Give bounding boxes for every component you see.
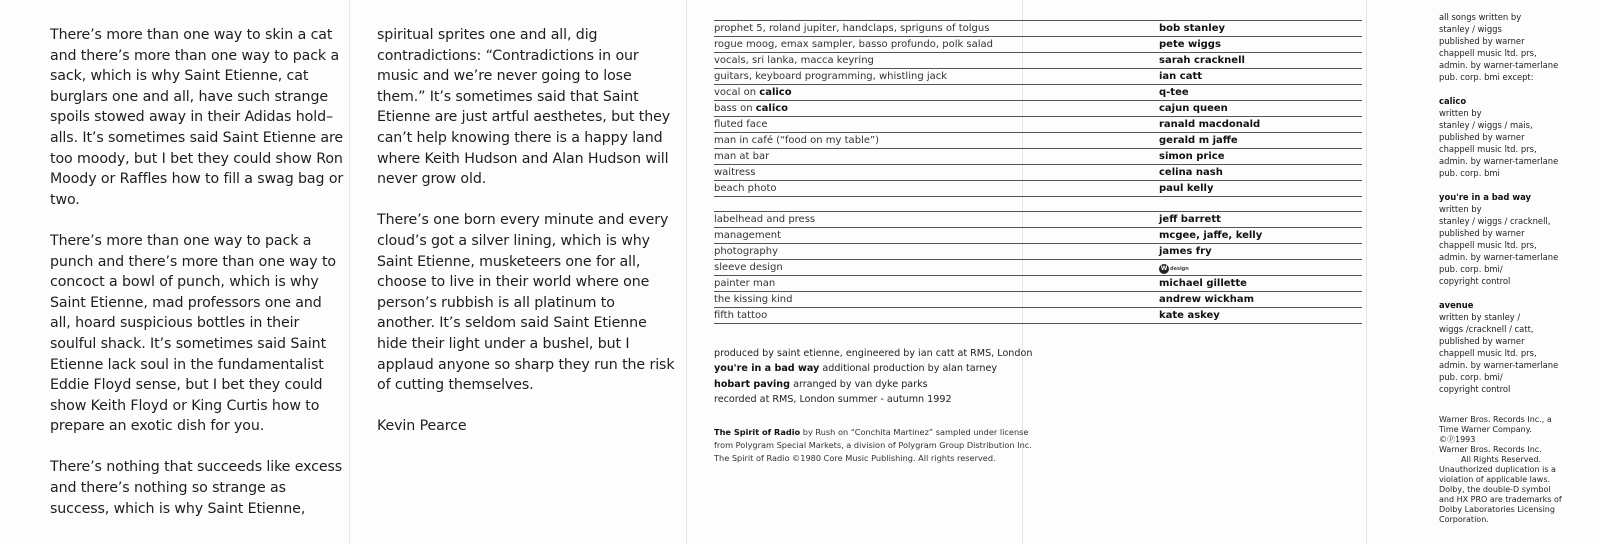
credit-person: james fry	[1159, 246, 1212, 257]
table-row	[714, 21, 1362, 37]
credit-person: q-tee	[1159, 87, 1189, 98]
credit-role	[714, 292, 792, 307]
essay-column-1	[50, 0, 345, 544]
publishing-line: pub. corp. bmi except:	[1439, 72, 1534, 82]
sample-text: by Rush on “Conchita Martinez” sampled under license	[800, 426, 1029, 437]
legal-line: Time Warner Company. ©Ⓟ1993	[1439, 425, 1532, 444]
publishing-line: wiggs /cracknell / catt,	[1439, 324, 1534, 334]
logo-text: design	[1170, 266, 1189, 272]
credit-person: kate askey	[1159, 310, 1220, 321]
song-title: calico	[1439, 96, 1467, 106]
publishing-line: written by stanley /	[1439, 312, 1521, 322]
credit-person: cajun queen	[1159, 103, 1228, 114]
credit-role	[714, 181, 777, 196]
credit-role	[714, 117, 768, 132]
design-logo-icon	[1159, 260, 1189, 277]
legal-line: and HX PRO are trademarks of	[1439, 495, 1562, 504]
credit-person: celina nash	[1159, 167, 1223, 178]
publishing-line: pub. corp. bmi	[1439, 168, 1500, 178]
credit-role	[714, 53, 874, 68]
sample-line: from Polygram Special Markets, a division of Polygram Group Distribution Inc.	[714, 439, 1032, 450]
publishing-line: admin. by warner-tamerlane	[1439, 60, 1559, 70]
table-row	[714, 276, 1362, 292]
table-row	[714, 228, 1362, 244]
publishing-calico	[1439, 95, 1569, 179]
table-row	[714, 308, 1362, 324]
publishing-line: stanley / wiggs / cracknell,	[1439, 216, 1551, 226]
publishing-line: published by warner	[1439, 336, 1525, 346]
essay-paragraph: There’s one born every minute and every cloud’s got a silver lining, which is why Saint Etienne, musketeers one for all, choose to live in their world where one person’s rubbish is all platinum to another. It’s seldom said Saint Etienne hide their light under a bushel, but I applaud anyone so sharp they run the risk of cutting themselves.	[377, 212, 675, 394]
credit-role-text: vocal on	[714, 87, 760, 98]
table-row	[714, 69, 1362, 85]
table-row	[714, 244, 1362, 260]
production-text: additional production by alan tarney	[819, 363, 998, 375]
table-row	[714, 165, 1362, 181]
credit-role-text: waitress	[714, 167, 756, 178]
publishing-line: copyright control	[1439, 276, 1511, 286]
legal-line: Warner Bros. Records Inc.	[1439, 445, 1542, 454]
credit-role-text: man in café (“food on my table”)	[714, 135, 880, 146]
credit-person: mcgee, jaffe, kelly	[1159, 230, 1263, 241]
essay-author: Kevin Pearce	[377, 418, 467, 435]
publishing-line: written by	[1439, 204, 1482, 214]
credit-role-text: vocals, sri lanka, macca keyring	[714, 55, 874, 66]
essay-paragraph: There’s more than one way to skin a cat and there’s more than one way to pack a sack, which is why Saint Etienne, cat burglars one and all, have such strange spoils stowed away in their Adidas hold–alls. It’s sometimes said Saint Etienne are too moody, but I bet they could show Ron Moody or Raffles how to fill a swag bag or two.	[50, 27, 344, 208]
credit-role	[714, 21, 989, 36]
publishing-line: stanley / wiggs	[1439, 24, 1502, 34]
legal-line: Corporation.	[1439, 515, 1489, 524]
sample-credit	[714, 426, 1362, 465]
essay-paragraph: There’s more than one way to pack a punch and there’s more than one way to concoct a bowl of punch, which is why Saint Etienne, mad professors one and all, hoard suspicious bottles in their soulful shack. It’s sometimes said Saint Etienne lack soul in the fundamentalist Eddie Floyd sense, but I bet they could show Keith Floyd or King Curtis how to prepare an exotic dish for you.	[50, 232, 337, 435]
credit-person: paul kelly	[1159, 183, 1214, 194]
logo-mark: W	[1160, 265, 1168, 272]
publishing-panel	[1439, 0, 1569, 544]
credit-person: sarah cracknell	[1159, 55, 1245, 66]
production-text: arranged by van dyke parks	[790, 378, 928, 390]
table-row	[714, 53, 1362, 69]
publishing-line: copyright control	[1439, 384, 1511, 394]
credits-group-musicians	[714, 21, 1362, 197]
credit-role-text: guitars, keyboard programming, whistling jack	[714, 71, 948, 82]
credit-role-song: calico	[759, 87, 792, 98]
credit-role	[714, 276, 775, 291]
sample-line	[714, 426, 1362, 439]
table-row	[714, 37, 1362, 53]
legal-notice	[1439, 415, 1569, 525]
credit-role	[714, 133, 879, 148]
publishing-line: admin. by warner-tamerlane	[1439, 252, 1559, 262]
table-row	[714, 117, 1362, 133]
publishing-line: admin. by warner-tamerlane	[1439, 360, 1559, 370]
credit-role	[714, 228, 781, 243]
production-line	[714, 361, 1362, 376]
panel-fold	[349, 0, 350, 544]
credits-panel	[714, 0, 1362, 544]
panel-fold	[686, 0, 687, 544]
credit-role-song: calico	[755, 103, 789, 114]
credit-role-text: bass on	[714, 103, 756, 114]
sample-title: The Spirit of Radio	[714, 426, 801, 437]
legal-line: All Rights Reserved.	[1461, 455, 1542, 464]
publishing-line: pub. corp. bmi/	[1439, 372, 1503, 382]
credit-role	[714, 37, 993, 52]
credit-person: andrew wickham	[1159, 294, 1254, 305]
credit-role-text: photography	[714, 246, 779, 257]
publishing-line: pub. corp. bmi/	[1439, 264, 1503, 274]
credit-person: jeff barrett	[1159, 214, 1221, 225]
song-title: you're in a bad way	[1439, 192, 1531, 202]
production-line: produced by saint etienne, engineered by ian catt at RMS, London	[714, 348, 1033, 359]
credit-role-text: the kissing kind	[714, 294, 793, 305]
publishing-line: chappell music ltd. prs,	[1439, 48, 1537, 58]
song-title: you're in a bad way	[714, 363, 820, 375]
table-row	[714, 260, 1362, 276]
credit-person: simon price	[1159, 151, 1225, 162]
sample-line: The Spirit of Radio ©1980 Core Music Publishing. All rights reserved.	[714, 452, 996, 463]
credit-person	[1159, 260, 1189, 277]
credit-role	[714, 308, 767, 323]
credit-role-text: fifth tattoo	[714, 310, 768, 321]
credit-person: michael gillette	[1159, 278, 1247, 289]
credit-person: ian catt	[1159, 71, 1203, 82]
essay-column-2	[377, 0, 677, 544]
table-rule	[714, 197, 1362, 212]
credit-role: sleeve design	[714, 262, 783, 273]
song-title: hobart paving	[714, 378, 791, 390]
legal-line: Dolby, the double-D symbol	[1439, 485, 1551, 494]
publishing-avenue	[1439, 299, 1569, 395]
credit-role-text: rogue moog, emax sampler, basso profundo, polk salad	[714, 39, 994, 50]
publishing-line: chappell music ltd. prs,	[1439, 348, 1537, 358]
table-row	[714, 149, 1362, 165]
table-row	[714, 212, 1362, 228]
publishing-line: stanley / wiggs / mais,	[1439, 120, 1533, 130]
production-line	[714, 377, 1362, 392]
song-title: avenue	[1439, 300, 1474, 310]
credit-person: gerald m jaffe	[1159, 135, 1238, 146]
table-row	[714, 292, 1362, 308]
legal-line: Unauthorized duplication is a	[1439, 465, 1556, 474]
essay-paragraph: spiritual sprites one and all, dig contradictions: “Contradictions in our music and we’re never going to lose them.” It’s sometimes said that Saint Etienne are just artful aesthetes, but they can’t help knowing there is a happy land where Keith Hudson and Alan Hudson will never grow old.	[377, 27, 671, 188]
credit-role-text: beach photo	[714, 183, 777, 194]
credit-role	[714, 244, 778, 259]
credit-role-text: painter man	[714, 278, 776, 289]
legal-line: Dolby Laboratories Licensing	[1439, 505, 1555, 514]
publishing-line: admin. by warner-tamerlane	[1439, 156, 1559, 166]
credit-role	[714, 85, 792, 100]
publishing-bad-way	[1439, 191, 1569, 287]
production-notes	[714, 346, 1362, 408]
credit-person: pete wiggs	[1159, 39, 1221, 50]
table-row	[714, 101, 1362, 117]
credit-role-text: man at bar	[714, 151, 770, 162]
publishing-line: published by warner	[1439, 36, 1525, 46]
credit-role-text: fluted face	[714, 119, 768, 130]
publishing-line: published by warner	[1439, 228, 1525, 238]
publishing-intro	[1439, 11, 1569, 83]
credits-group-staff	[714, 212, 1362, 324]
credit-person: ranald macdonald	[1159, 119, 1261, 130]
publishing-line: published by warner	[1439, 132, 1525, 142]
credit-role	[714, 212, 815, 227]
credit-role	[714, 149, 769, 164]
table-row	[714, 133, 1362, 149]
credit-role-text: labelhead and press	[714, 214, 816, 225]
table-row	[714, 181, 1362, 197]
credit-role	[714, 69, 947, 84]
production-line: recorded at RMS, London summer - autumn 1992	[714, 394, 952, 406]
essay-paragraph: There’s nothing that succeeds like excess and there’s nothing so strange as success, which is why Saint Etienne,	[50, 459, 343, 517]
credit-role-text: management	[714, 230, 781, 241]
publishing-line: written by	[1439, 108, 1482, 118]
credit-role	[714, 101, 788, 116]
publishing-line: chappell music ltd. prs,	[1439, 144, 1537, 154]
credit-role	[714, 165, 755, 180]
panel-fold	[1366, 0, 1367, 544]
legal-line: Warner Bros. Records Inc., a	[1439, 415, 1552, 424]
credit-person: bob stanley	[1159, 23, 1225, 34]
legal-line: violation of applicable laws.	[1439, 475, 1551, 484]
table-row	[714, 85, 1362, 101]
credit-role-text: prophet 5, roland jupiter, handclaps, spriguns of tolgus	[714, 23, 990, 34]
publishing-line: chappell music ltd. prs,	[1439, 240, 1537, 250]
publishing-line: all songs written by	[1439, 12, 1522, 22]
